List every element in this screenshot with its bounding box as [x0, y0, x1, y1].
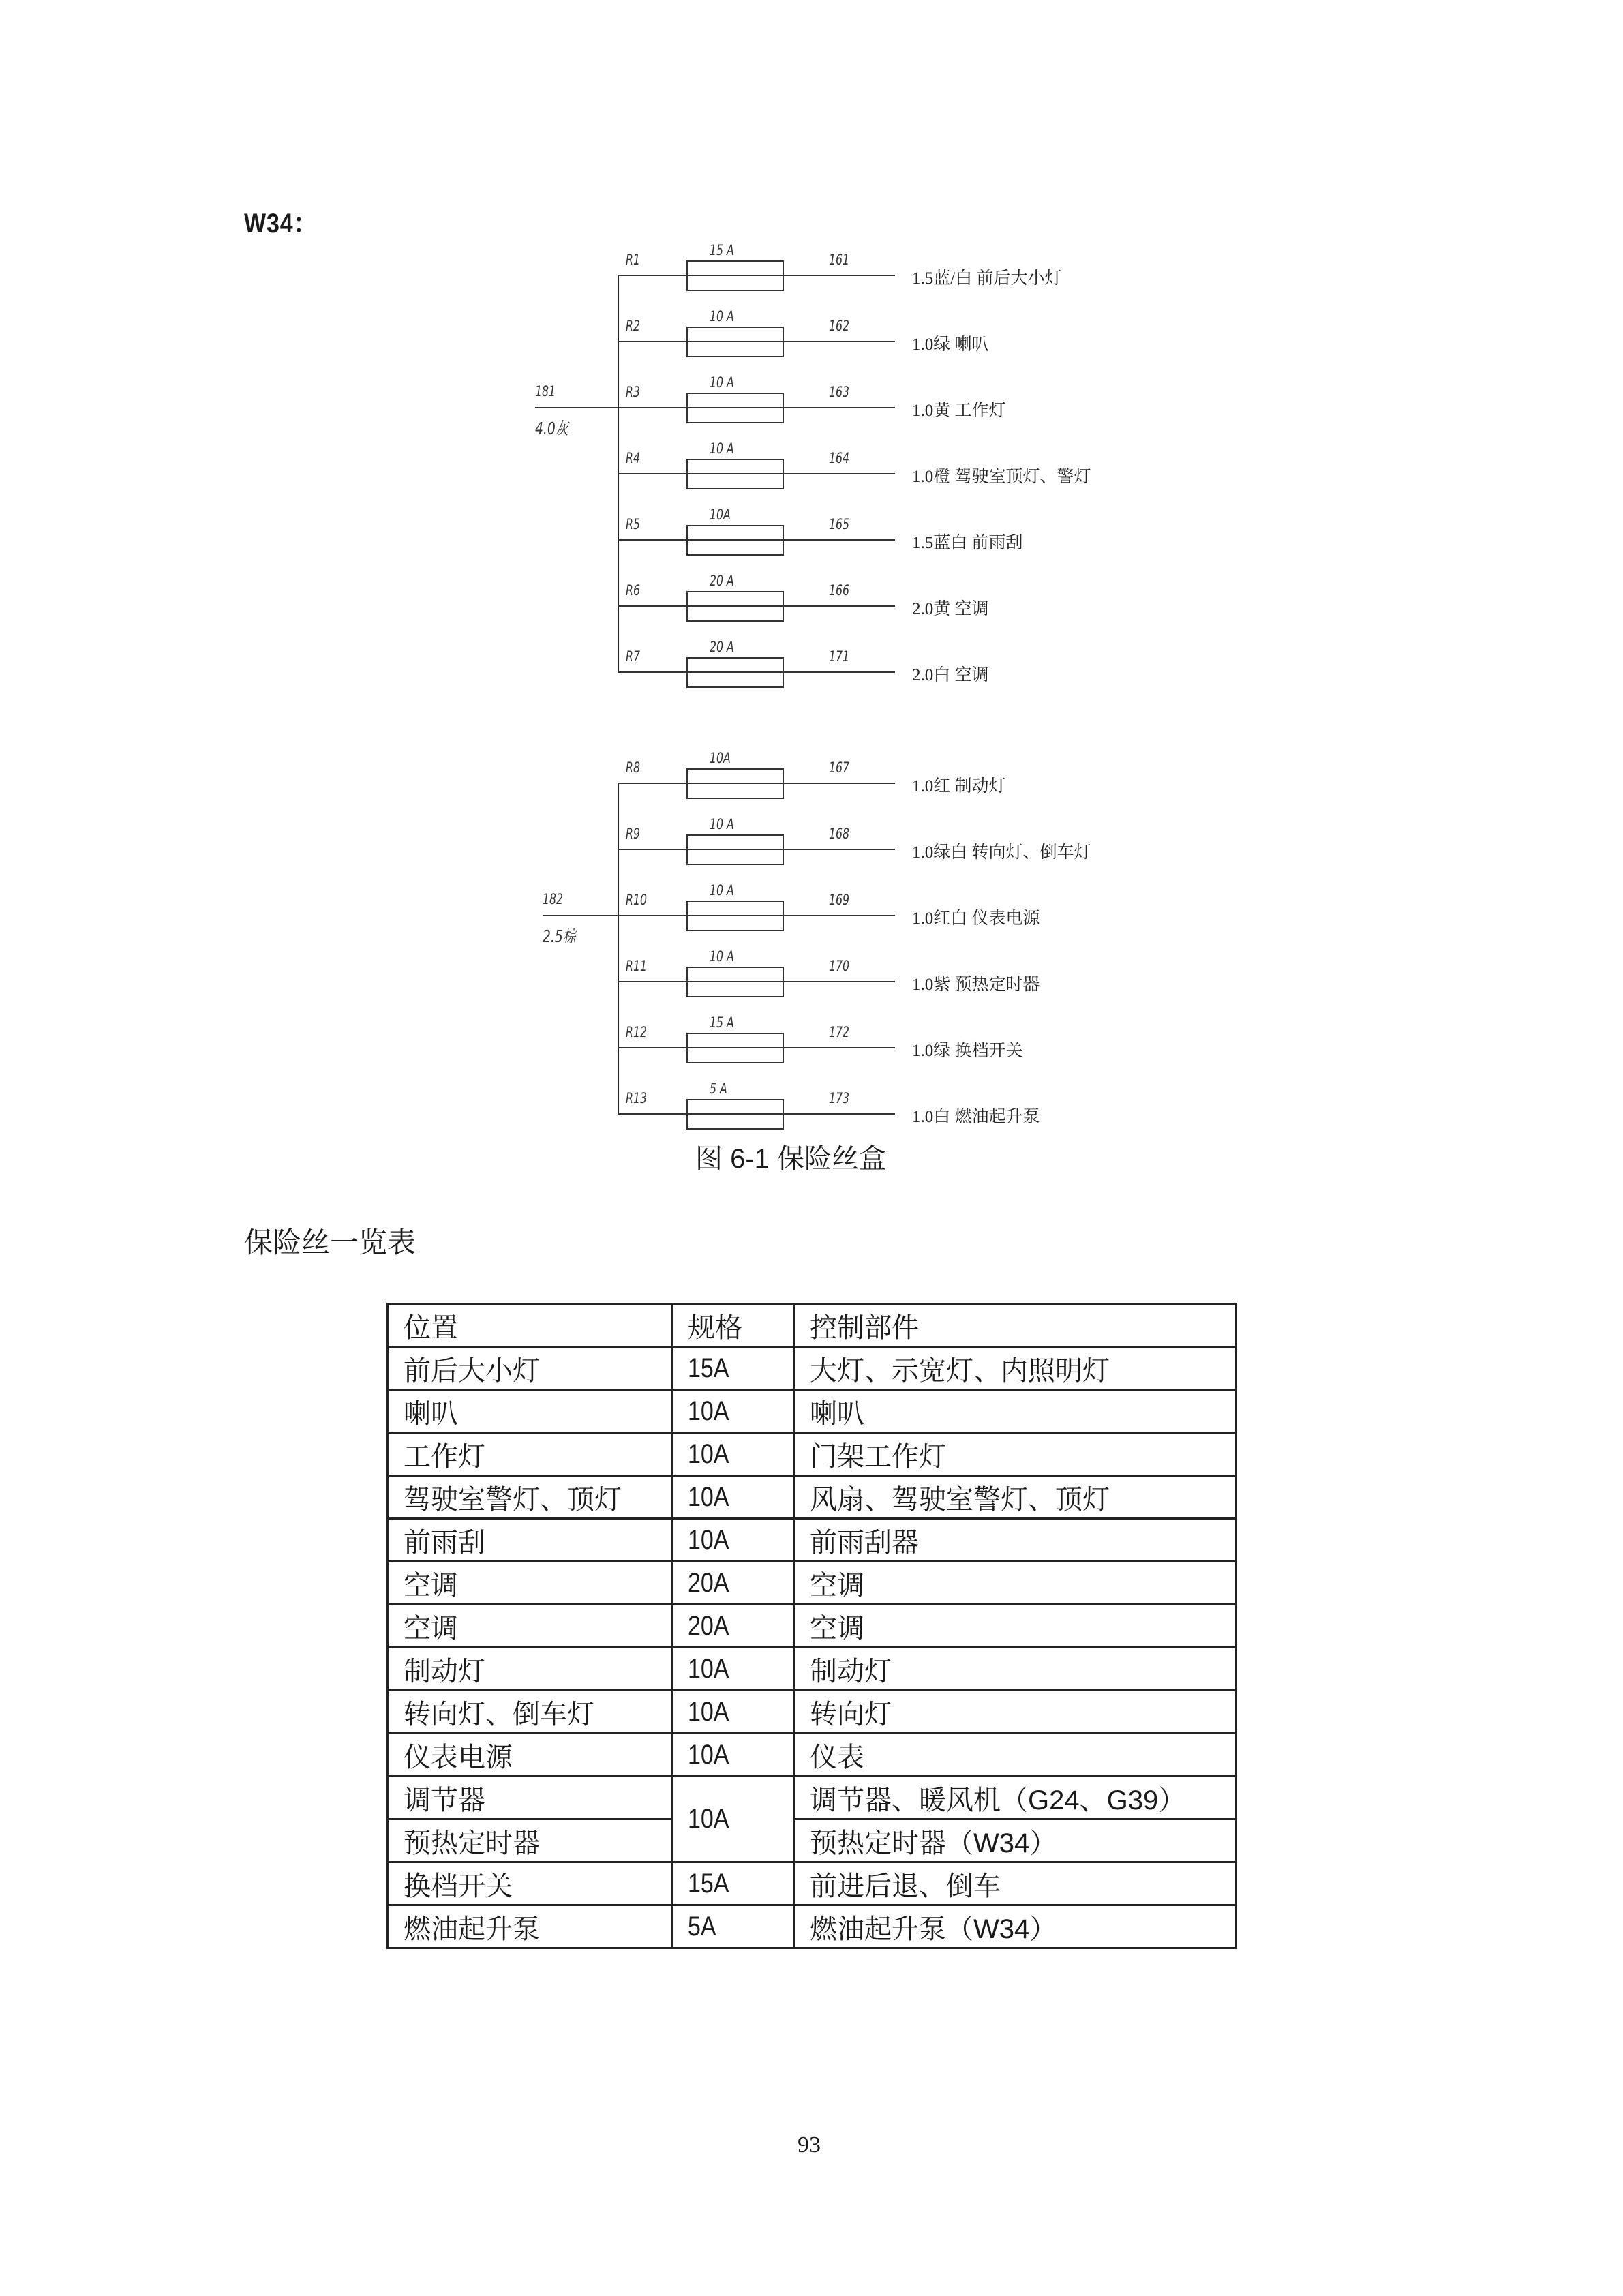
circuit-description: 2.0黄 空调: [912, 600, 989, 618]
table-row: [388, 1562, 1237, 1605]
spec-value: 15A: [688, 1868, 729, 1899]
spec-cell: [672, 1390, 794, 1433]
fuse-symbol: [686, 901, 784, 931]
fuse-ref-label: R8: [626, 759, 640, 776]
input-feed-line: [543, 915, 618, 916]
input-wire-number: 182: [543, 891, 564, 907]
fuse-symbol: [686, 525, 784, 556]
controls-cell: 前雨刮器: [793, 1519, 1236, 1562]
circuit-description: 1.0黄 工作灯: [912, 402, 1006, 420]
section-label: W34：: [244, 209, 318, 239]
column-header-spec: 规格: [672, 1304, 794, 1347]
circuit-description: 1.0紫 预热定时器: [912, 976, 1040, 994]
wire-number-label: 169: [829, 892, 850, 908]
fuse-rating-label: 15 A: [710, 242, 734, 258]
location-cell: 仪表电源: [388, 1734, 672, 1777]
fuse-symbol: [686, 459, 784, 489]
spec-cell: [672, 1862, 794, 1905]
wire-number-label: 168: [829, 826, 850, 842]
fuse-ref-label: R13: [626, 1090, 647, 1106]
fuse-symbol: [686, 1099, 784, 1130]
wire-number-label: 162: [829, 318, 850, 334]
fuse-rating-label: 10 A: [710, 308, 734, 324]
fuse-symbol: [686, 327, 784, 357]
controls-cell: 燃油起升泵（W34）: [793, 1905, 1236, 1948]
spec-value: 20A: [688, 1610, 729, 1641]
controls-cell: 大灯、示宽灯、内照明灯: [793, 1347, 1236, 1390]
fuse-ref-label: R1: [626, 252, 640, 268]
spec-cell: [672, 1562, 794, 1605]
fuse-ref-label: R7: [626, 648, 640, 665]
input-feed-line: [535, 407, 618, 408]
fuse-ref-label: R11: [626, 958, 647, 974]
fuse-rating-label: 10 A: [710, 816, 734, 832]
spec-value: 10A: [688, 1481, 729, 1512]
table-row: [388, 1519, 1237, 1562]
location-cell: 前雨刮: [388, 1519, 672, 1562]
wire-number-label: 173: [829, 1090, 850, 1106]
wire-number-label: 167: [829, 759, 850, 776]
spec-value: 10A: [688, 1395, 729, 1426]
circuit-description: 1.5蓝/白 前后大小灯: [912, 269, 1062, 288]
wire-number-label: 163: [829, 384, 850, 400]
location-cell: 燃油起升泵: [388, 1905, 672, 1948]
location-cell: 换档开关: [388, 1862, 672, 1905]
table-header-row: [388, 1304, 1237, 1347]
fuse-symbol: [686, 768, 784, 799]
table-heading: 保险丝一览表: [244, 1226, 416, 1258]
location-cell: 工作灯: [388, 1433, 672, 1476]
controls-cell: 喇叭: [793, 1390, 1236, 1433]
column-header-controls: 控制部件: [793, 1304, 1236, 1347]
spec-value: 10A: [688, 1524, 729, 1555]
fuse-ref-label: R4: [626, 450, 640, 466]
fuse-symbol: [686, 657, 784, 688]
table-row: [388, 1905, 1237, 1948]
fuse-symbol: [686, 967, 784, 997]
fuse-rating-label: 5 A: [710, 1081, 727, 1097]
spec-value: 10A: [688, 1438, 729, 1469]
wire-number-label: 166: [829, 582, 850, 599]
table-row: [388, 1691, 1237, 1734]
location-cell: 喇叭: [388, 1390, 672, 1433]
spec-cell-merged: [672, 1777, 794, 1862]
controls-cell: 预热定时器（W34）: [793, 1819, 1236, 1862]
location-cell: 前后大小灯: [388, 1347, 672, 1390]
wire-number-label: 164: [829, 450, 850, 466]
circuit-description: 2.0白 空调: [912, 666, 989, 684]
controls-cell: 空调: [793, 1605, 1236, 1648]
column-header-location: 位置: [388, 1304, 672, 1347]
circuit-description: 1.0绿白 转向灯、倒车灯: [912, 843, 1091, 862]
spec-cell: [672, 1905, 794, 1948]
location-cell: 制动灯: [388, 1648, 672, 1691]
fuse-ref-label: R10: [626, 892, 647, 908]
fuse-rating-label: 10A: [710, 507, 731, 523]
fuse-rating-label: 10 A: [710, 440, 734, 457]
table-row: [388, 1390, 1237, 1433]
input-wire-spec: 4.0灰: [535, 419, 568, 438]
fuse-table: [386, 1303, 1237, 1949]
table-row: [388, 1476, 1237, 1519]
circuit-description: 1.0白 燃油起升泵: [912, 1108, 1040, 1126]
circuit-description: 1.0红白 仪表电源: [912, 909, 1040, 928]
table-row: [388, 1648, 1237, 1691]
spec-value: 15A: [688, 1353, 729, 1383]
fuse-rating-label: 10 A: [710, 374, 734, 391]
table-row: [388, 1433, 1237, 1476]
location-cell: 驾驶室警灯、顶灯: [388, 1476, 672, 1519]
controls-cell: 前进后退、倒车: [793, 1862, 1236, 1905]
bus-bar-line: [618, 783, 619, 1115]
input-wire-spec: 2.5棕: [543, 926, 576, 946]
controls-cell: 仪表: [793, 1734, 1236, 1777]
controls-cell: 制动灯: [793, 1648, 1236, 1691]
controls-cell: 空调: [793, 1562, 1236, 1605]
wire-number-label: 170: [829, 958, 850, 974]
spec-cell: [672, 1734, 794, 1777]
table-row: [388, 1605, 1237, 1648]
table-row: [388, 1862, 1237, 1905]
controls-cell: 转向灯: [793, 1691, 1236, 1734]
spec-value: 10A: [688, 1804, 729, 1834]
fuse-ref-label: R3: [626, 384, 640, 400]
spec-value: 10A: [688, 1696, 729, 1727]
spec-value: 20A: [688, 1567, 729, 1598]
controls-cell: 门架工作灯: [793, 1433, 1236, 1476]
figure-caption: 图 6-1 保险丝盒: [695, 1144, 887, 1174]
wire-number-label: 171: [829, 648, 850, 665]
spec-cell: [672, 1476, 794, 1519]
fuse-rating-label: 15 A: [710, 1014, 734, 1031]
table-row: [388, 1777, 1237, 1819]
spec-cell: [672, 1605, 794, 1648]
circuit-description: 1.0绿 换档开关: [912, 1042, 1023, 1060]
wire-number-label: 172: [829, 1024, 850, 1040]
circuit-description: 1.0红 制动灯: [912, 777, 1006, 796]
fuse-rating-label: 20 A: [710, 639, 734, 655]
fuse-symbol: [686, 834, 784, 865]
fuse-ref-label: R12: [626, 1024, 647, 1040]
spec-cell: [672, 1433, 794, 1476]
table-row: [388, 1819, 1237, 1862]
fuse-ref-label: R5: [626, 516, 640, 532]
table-row: [388, 1734, 1237, 1777]
fuse-symbol: [686, 1033, 784, 1063]
spec-cell: [672, 1691, 794, 1734]
circuit-description: 1.0绿 喇叭: [912, 335, 989, 354]
spec-cell: [672, 1648, 794, 1691]
controls-cell: 调节器、暖风机（G24、G39）: [793, 1777, 1236, 1819]
fuse-symbol: [686, 591, 784, 622]
location-cell: 预热定时器: [388, 1819, 672, 1862]
location-cell: 转向灯、倒车灯: [388, 1691, 672, 1734]
circuit-description: 1.0橙 驾驶室顶灯、警灯: [912, 468, 1091, 486]
spec-value: 10A: [688, 1653, 729, 1684]
spec-cell: [672, 1347, 794, 1390]
spec-value: 10A: [688, 1739, 729, 1770]
spec-cell: [672, 1519, 794, 1562]
table-row: [388, 1347, 1237, 1390]
fuse-rating-label: 20 A: [710, 573, 734, 589]
fuse-symbol: [686, 260, 784, 291]
wire-number-label: 165: [829, 516, 850, 532]
fuse-symbol: [686, 393, 784, 423]
fuse-ref-label: R2: [626, 318, 640, 334]
fuse-rating-label: 10 A: [710, 882, 734, 898]
fuse-ref-label: R6: [626, 582, 640, 599]
fuse-rating-label: 10A: [710, 750, 731, 766]
input-wire-number: 181: [535, 383, 556, 399]
wire-number-label: 161: [829, 252, 850, 268]
controls-cell: 风扇、驾驶室警灯、顶灯: [793, 1476, 1236, 1519]
page-number: 93: [798, 2132, 821, 2158]
location-cell: 空调: [388, 1605, 672, 1648]
location-cell: 空调: [388, 1562, 672, 1605]
location-cell: 调节器: [388, 1777, 672, 1819]
fuse-ref-label: R9: [626, 826, 640, 842]
spec-value: 5A: [688, 1911, 716, 1942]
fuse-rating-label: 10 A: [710, 948, 734, 965]
circuit-description: 1.5蓝白 前雨刮: [912, 534, 1023, 552]
